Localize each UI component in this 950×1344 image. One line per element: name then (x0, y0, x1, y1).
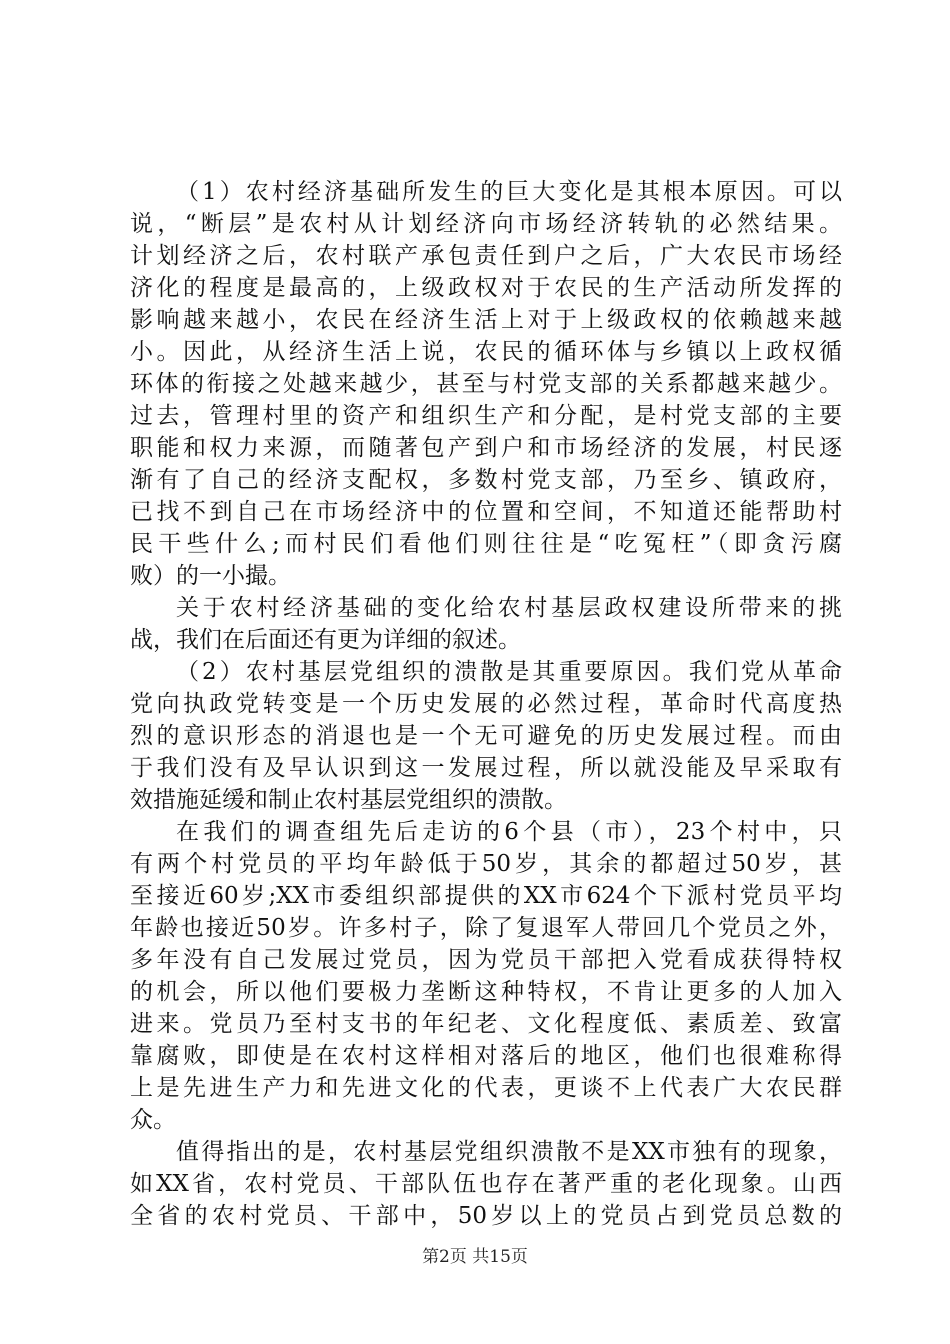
text-line: 至接近60岁;XX市委组织部提供的XX市624个下派村党员平均 (130, 883, 842, 909)
text-line: 环体的衔接之处越来越少，甚至与村党支部的关系都越来越少。 (130, 371, 842, 397)
text-line: （2）农村基层党组织的溃散是其重要原因。我们党从革命 (176, 659, 842, 685)
body-text (130, 176, 842, 1232)
text-line: 计划经济之后，农村联产承包责任到户之后，广大农民市场经 (130, 243, 842, 269)
text-line: 如XX省，农村党员、干部队伍也存在著严重的老化现象。山西 (130, 1171, 842, 1197)
text-line: 于我们没有及早认识到这一发展过程，所以就没能及早采取有 (130, 755, 842, 781)
text-line: 众。 (130, 1107, 176, 1133)
text-line: 济化的程度是最高的，上级政权对于农民的生产活动所发挥的 (130, 275, 842, 301)
text-line: 靠腐败，即使是在农村这样相对落后的地区，他们也很难称得 (130, 1043, 842, 1069)
text-line: 烈的意识形态的消退也是一个无可避免的历史发展过程。而由 (130, 723, 842, 749)
text-line: 有两个村党员的平均年龄低于50岁，其余的都超过50岁，甚 (130, 851, 842, 877)
text-line: 已找不到自己在市场经济中的位置和空间，不知道还能帮助村 (130, 499, 842, 525)
text-line: 进来。党员乃至村支书的年纪老、文化程度低、素质差、致富 (130, 1011, 842, 1037)
text-line: 年龄也接近50岁。许多村子，除了复退军人带回几个党员之外， (130, 915, 842, 941)
text-line: 渐有了自己的经济支配权，多数村党支部，乃至乡、镇政府， (130, 467, 842, 493)
text-line: 效措施延缓和制止农村基层党组织的溃散。 (130, 787, 567, 813)
text-line: 说，“断层”是农村从计划经济向市场经济转轨的必然结果。 (130, 211, 842, 237)
text-line: 全省的农村党员、干部中，50岁以上的党员占到党员总数的 (130, 1203, 842, 1229)
text-line: 败）的一小撮。 (130, 563, 291, 589)
page-footer: 第2页 共15页 (422, 1247, 528, 1267)
text-line: 上是先进生产力和先进文化的代表，更谈不上代表广大农民群 (130, 1075, 842, 1101)
text-line: 影响越来越小，农民在经济生活上对于上级政权的依赖越来越 (130, 307, 842, 333)
text-line: 民干些什么;而村民们看他们则往往是“吃冤枉”（即贪污腐 (130, 531, 842, 557)
text-line: 小。因此，从经济生活上说，农民的循环体与乡镇以上政权循 (130, 339, 842, 365)
text-line: 在我们的调查组先后走访的6个县（市），23个村中，只 (176, 819, 842, 845)
text-line: 值得指出的是，农村基层党组织溃散不是XX市独有的现象， (176, 1139, 842, 1165)
text-line: 多年没有自己发展过党员，因为党员干部把入党看成获得特权 (130, 947, 842, 973)
text-line: 职能和权力来源，而随著包产到户和市场经济的发展，村民逐 (130, 435, 842, 461)
text-line: 关于农村经济基础的变化给农村基层政权建设所带来的挑 (176, 595, 842, 621)
text-line: （1）农村经济基础所发生的巨大变化是其根本原因。可以 (176, 179, 842, 205)
text-line: 战，我们在后面还有更为详细的叙述。 (130, 627, 521, 653)
text-line: 过去，管理村里的资产和组织生产和分配，是村党支部的主要 (130, 403, 842, 429)
text-line: 党向执政党转变是一个历史发展的必然过程，革命时代高度热 (130, 691, 842, 717)
text-line: 的机会，所以他们要极力垄断这种特权，不肯让更多的人加入 (130, 979, 842, 1005)
